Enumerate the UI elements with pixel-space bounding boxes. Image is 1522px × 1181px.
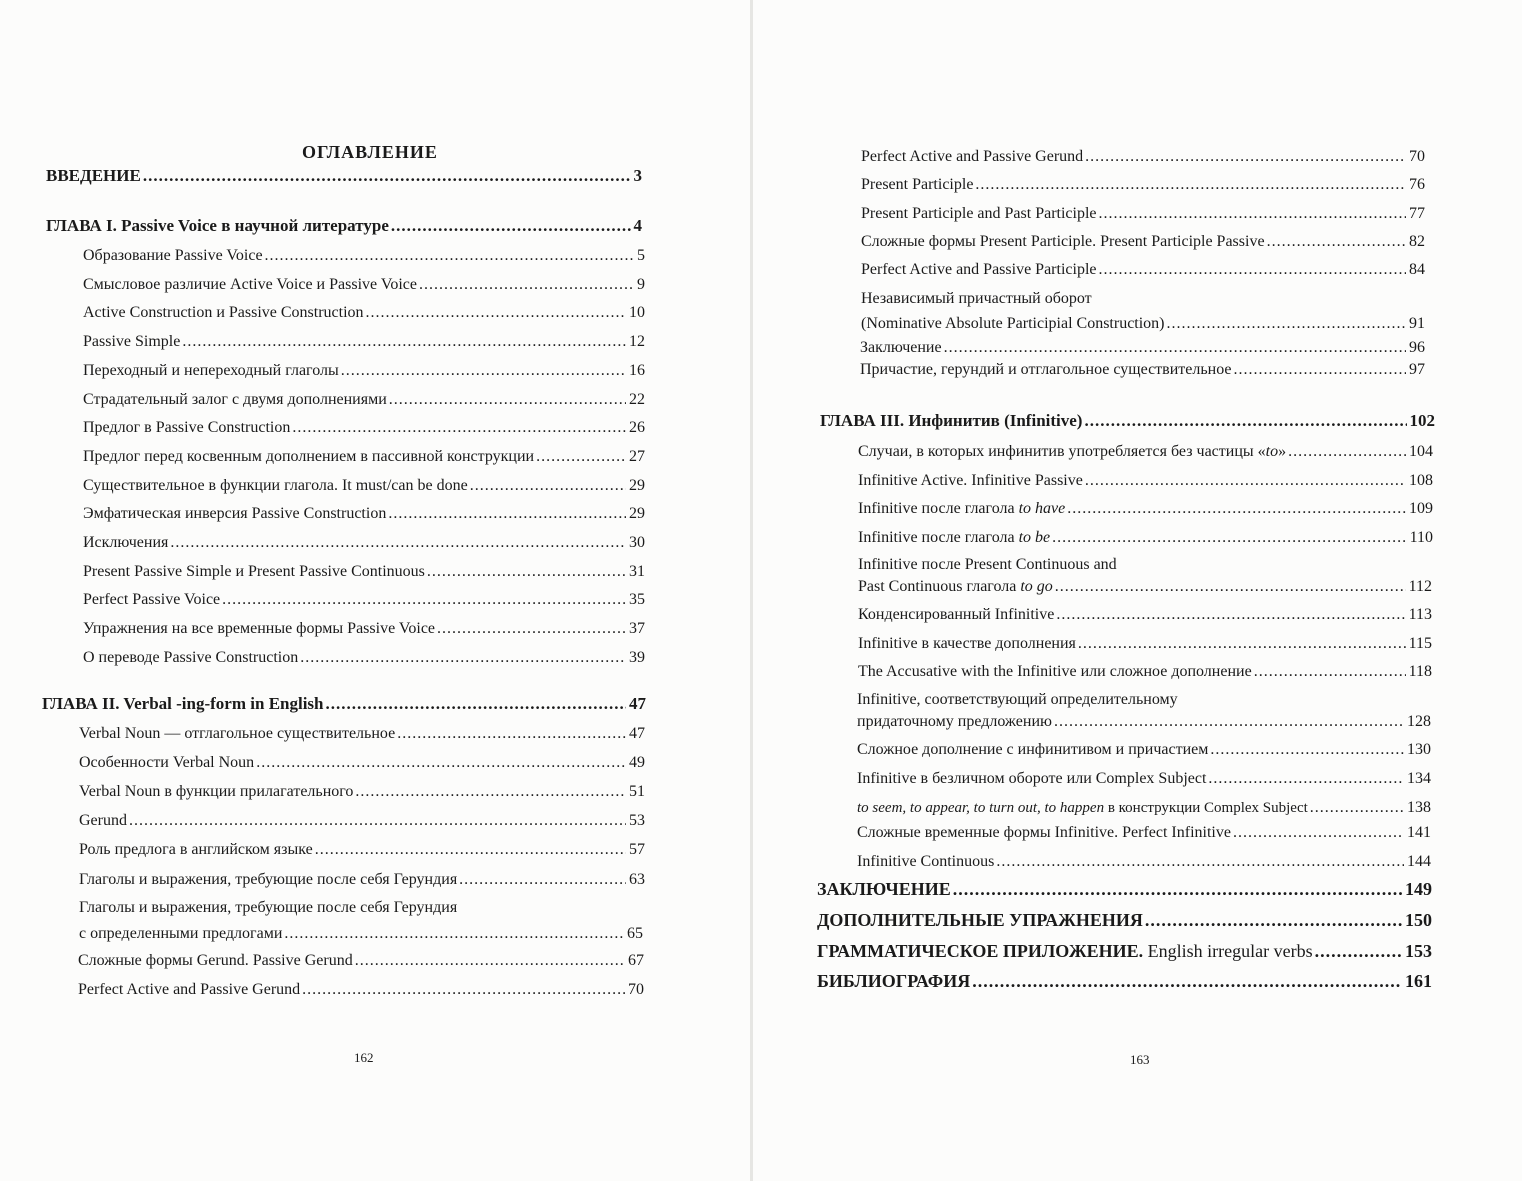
toc-entry-present-continuous: Past Continuous глагола to go ..... 112: [858, 577, 1432, 597]
toc-entry-gerund-prepositions-line1: Глаголы и выражения, требующие после себя Герундия: [79, 899, 458, 916]
toc-entry-defining: придаточному предложению ..... 128: [857, 712, 1431, 732]
toc-entry: Infinitive после глагола to have ..... 109: [858, 499, 1433, 519]
toc-entry-conclusion: ЗАКЛЮЧЕНИЕ ..... 149: [817, 879, 1432, 899]
toc-entry: Perfect Active and Passive Participle ..... 84: [861, 260, 1425, 280]
toc-entry: Verbal Noun — отглагольное существительное ..... 47: [79, 724, 645, 744]
toc-entry-bibliography: БИБЛИОГРАФИЯ ..... 161: [817, 971, 1432, 991]
toc-heading: ОГЛАВЛЕНИЕ: [302, 142, 438, 162]
toc-entry: Сложное дополнение с инфинитивом и причастием ..... 130: [857, 740, 1431, 760]
toc-entry: Perfect Active and Passive Gerund ..... 70: [861, 147, 1425, 167]
toc-entry: Роль предлога в английском языке ..... 57: [79, 840, 645, 860]
toc-entry: Infinitive в качестве дополнения ..... 115: [858, 634, 1432, 654]
toc-entry-defining-line1: Infinitive, соответствующий определительному: [857, 691, 1178, 708]
toc-entry: Существительное в функции глагола. It must/can be done ..... 29: [83, 476, 645, 496]
toc-entry: Случаи, в которых инфинитив употребляется без частицы «to» ..... 104: [858, 442, 1433, 462]
toc-entry-chapter-1: ГЛАВА I. Passive Voice в научной литературе ..... 4: [46, 216, 642, 236]
toc-entry: Переходный и непереходный глаголы ..... 16: [83, 361, 645, 381]
toc-entry: Verbal Noun в функции прилагательного ..... 51: [79, 782, 645, 802]
toc-entry: Present Participle and Past Participle ..... 77: [861, 204, 1425, 224]
toc-entry: О переводе Passive Construction ..... 39: [83, 648, 645, 668]
toc-entry-appendix: ГРАММАТИЧЕСКОЕ ПРИЛОЖЕНИЕ. English irregular verbs ..... 153: [817, 941, 1432, 961]
toc-entry: Причастие, герундий и отглагольное существительное ..... 97: [860, 360, 1425, 380]
page-number-left: 162: [354, 1050, 374, 1065]
toc-entry: Infinitive в безличном обороте или Complex Subject ..... 134: [857, 769, 1431, 789]
toc-entry: Предлог перед косвенным дополнением в пассивной конструкции ..... 27: [83, 447, 645, 467]
toc-entry: Особенности Verbal Noun ..... 49: [79, 753, 645, 773]
toc-entry: Глаголы и выражения, требующие после себя Герундия ..... 63: [79, 870, 645, 890]
toc-entry: Infinitive после глагола to be ..... 110: [858, 528, 1433, 548]
toc-entry: Present Participle ..... 76: [861, 175, 1425, 195]
toc-entry-gerund-prepositions: с определенными предлогами ..... 65: [79, 924, 643, 944]
toc-entry-seem: to seem, to appear, to turn out, to happen в конструкции Complex Subject ..... 138: [857, 798, 1431, 818]
toc-entry-chapter-3: ГЛАВА III. Инфинитив (Infinitive) ..... 102: [820, 411, 1435, 431]
toc-entry: Perfect Passive Voice ..... 35: [83, 590, 645, 610]
toc-entry: Passive Simple ..... 12: [83, 332, 645, 352]
toc-entry: Infinitive Continuous ..... 144: [857, 852, 1431, 872]
toc-entry: Предлог в Passive Construction ..... 26: [83, 418, 645, 438]
toc-entry: Сложные формы Present Participle. Present Participle Passive ..... 82: [861, 232, 1425, 252]
toc-entry-extra-exercises: ДОПОЛНИТЕЛЬНЫЕ УПРАЖНЕНИЯ ..... 150: [817, 910, 1432, 930]
page-number-right: 163: [1130, 1052, 1150, 1067]
toc-entry: Infinitive Active. Infinitive Passive ..... 108: [858, 471, 1433, 491]
toc-entry-intro: ВВЕДЕНИЕ ..... 3: [46, 166, 642, 186]
toc-entry: Perfect Active and Passive Gerund ..... 70: [78, 980, 644, 1000]
toc-entry: Образование Passive Voice ..... 5: [83, 246, 645, 266]
toc-entry: Gerund ..... 53: [79, 811, 645, 831]
toc-entry: Исключения ..... 30: [83, 533, 645, 553]
toc-entry: Страдательный залог с двумя дополнениями ..... 22: [83, 390, 645, 410]
toc-entry-nominative-line1: Независимый причастный оборот: [861, 290, 1092, 307]
toc-entry: The Accusative with the Infinitive или сложное дополнение ..... 118: [858, 662, 1432, 682]
toc-entry: Смысловое различие Active Voice и Passive Voice ..... 9: [83, 275, 645, 295]
toc-entry-present-continuous-line1: Infinitive после Present Continuous and: [858, 556, 1117, 573]
toc-entry: Сложные временные формы Infinitive. Perfect Infinitive ..... 141: [857, 823, 1431, 843]
toc-entry: Эмфатическая инверсия Passive Construction ..... 29: [83, 504, 645, 524]
toc-entry: Упражнения на все временные формы Passive Voice ..... 37: [83, 619, 645, 639]
toc-entry-chapter-2: ГЛАВА II. Verbal -ing-form in English ..... 47: [42, 694, 646, 714]
toc-entry: Конденсированный Infinitive ..... 113: [858, 605, 1432, 625]
toc-entry-nominative: (Nominative Absolute Participial Construction) ..... 91: [861, 314, 1425, 334]
toc-entry: Сложные формы Gerund. Passive Gerund ..... 67: [78, 951, 644, 971]
toc-entry: Present Passive Simple и Present Passive Continuous ..... 31: [83, 562, 645, 582]
toc-entry: Заключение ..... 96: [860, 338, 1425, 358]
toc-entry: Active Construction и Passive Construction ..... 10: [83, 303, 645, 323]
